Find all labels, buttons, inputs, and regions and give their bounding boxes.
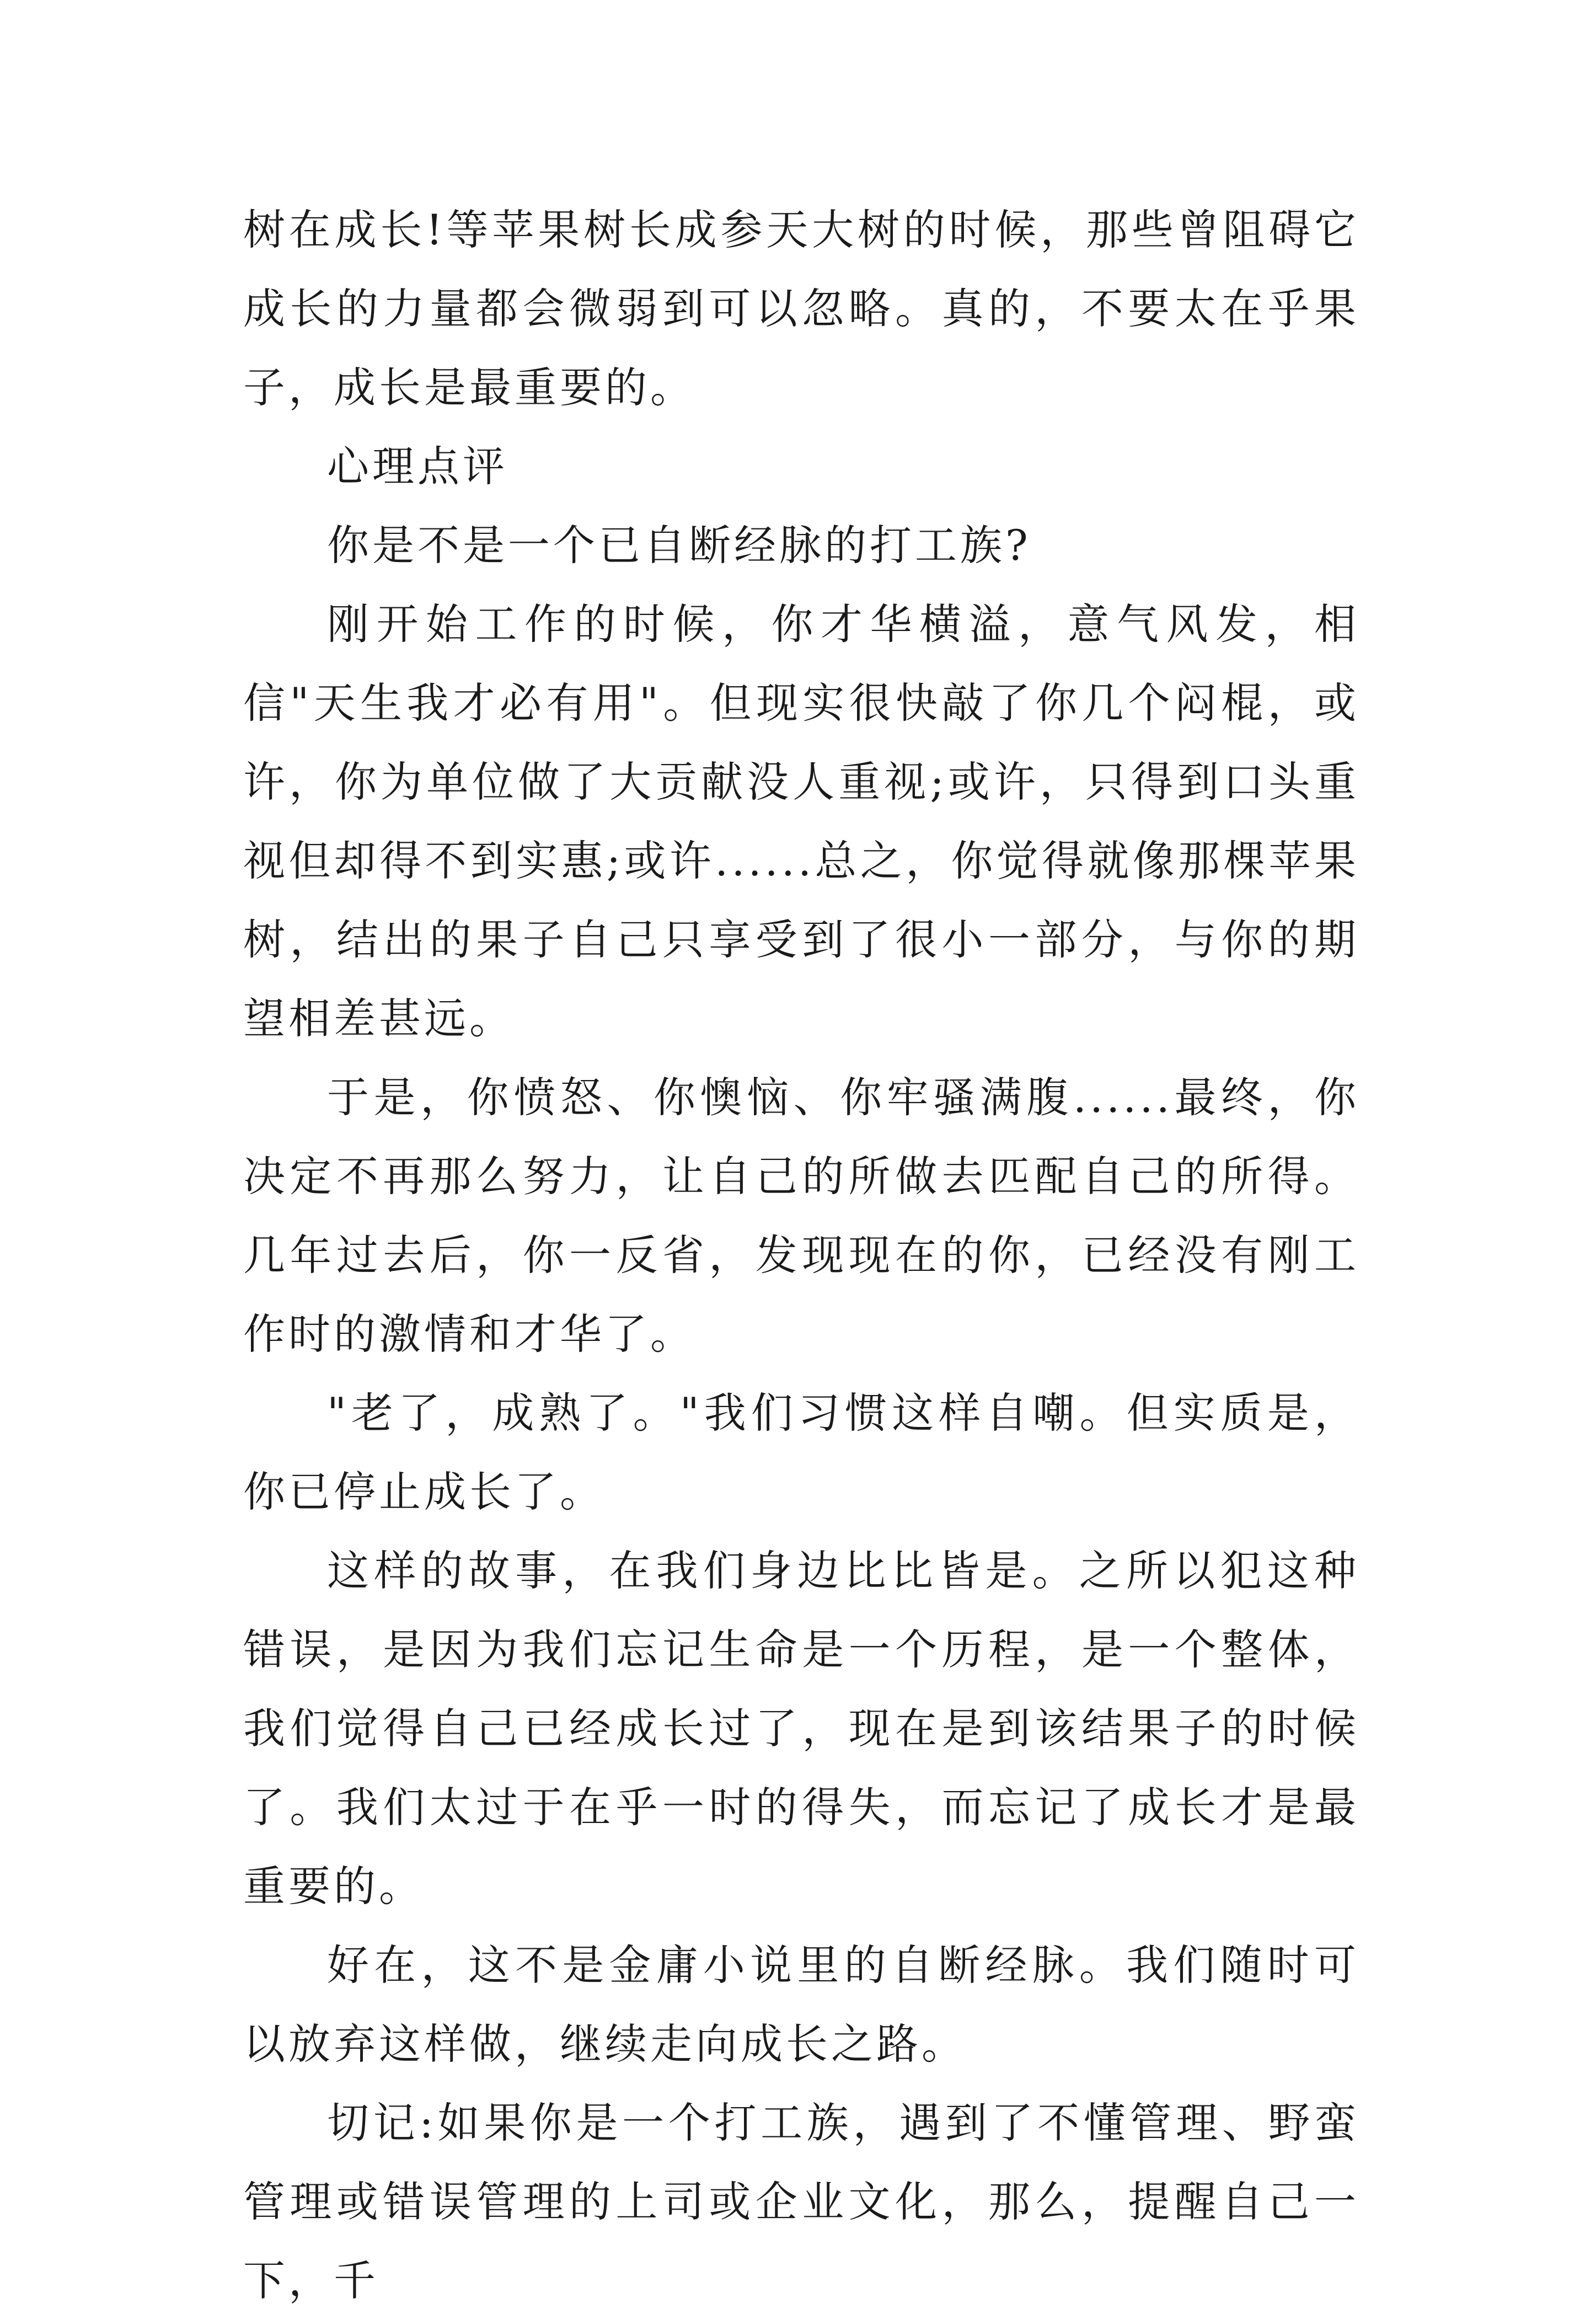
paragraph-continuation: 树在成长!等苹果树长成参天大树的时候，那些曾阻碍它成长的力量都会微弱到可以忽略。真的，不要太在乎果子，成长是最重要的。 bbox=[243, 205, 1359, 412]
section-question: 你是不是一个已自断经脉的打工族? bbox=[327, 521, 1031, 570]
paragraph: 好在，这不是金庸小说里的自断经脉。我们随时可以放弃这样做，继续走向成长之路。 bbox=[243, 1941, 1359, 2068]
paragraph: 刚开始工作的时候，你才华横溢，意气风发，相信"天生我才必有用"。但现实很快敲了你几个闷棍，或许，你为单位做了大贡献没人重视;或许，只得到口头重视但却得不到实惠;或许......总之，你觉得就像那棵苹果树，结出的果子自己只享受到了很小一部分，与你的期望相差甚远。 bbox=[243, 600, 1359, 1043]
paragraph: "老了，成熟了。"我们习惯这样自嘲。但实质是，你已停止成长了。 bbox=[243, 1388, 1359, 1516]
paragraph: 于是，你愤怒、你懊恼、你牢骚满腹......最终，你决定不再那么努力，让自己的所做去匹配自己的所得。几年过去后，你一反省，发现现在的你，已经没有刚工作时的激情和才华了。 bbox=[243, 1073, 1359, 1359]
paragraph: 切记:如果你是一个打工族，遇到了不懂管理、野蛮管理或错误管理的上司或企业文化，那么，提醒自己一下，千 bbox=[243, 2098, 1359, 2305]
document-body bbox=[243, 190, 1359, 2320]
paragraph: 这样的故事，在我们身边比比皆是。之所以犯这种错误，是因为我们忘记生命是一个历程，是一个整体，我们觉得自己已经成长过了，现在是到该结果子的时候了。我们太过于在乎一时的得失，而忘记了成长才是最重要的。 bbox=[243, 1546, 1359, 1911]
section-heading: 心理点评 bbox=[327, 442, 508, 491]
